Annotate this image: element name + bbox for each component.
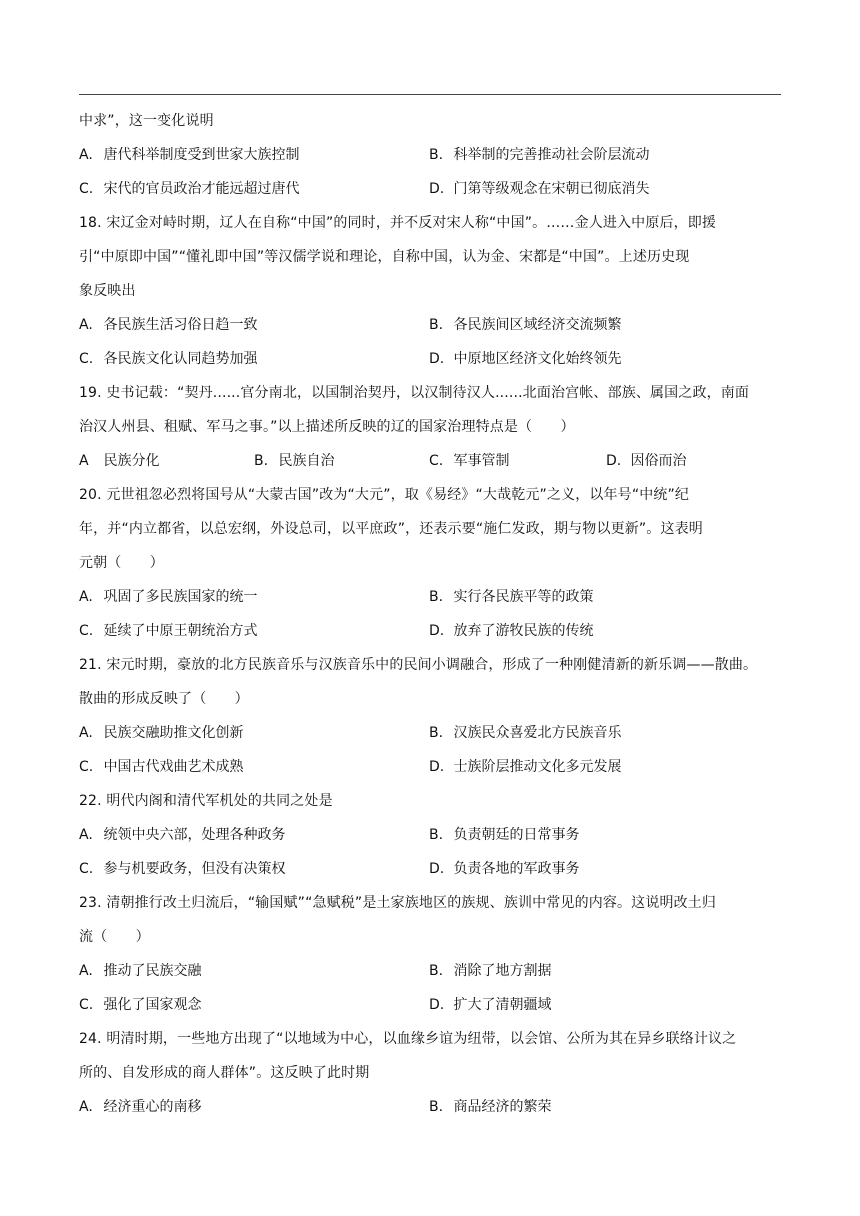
option-a[interactable] (79, 138, 299, 172)
question-text-line: 18. 宋辽金对峙时期，辽人在自称“中国”的同时，并不反对宋人称“中国”。……金人进入中原后，即援 (79, 215, 717, 231)
question-20 (79, 478, 781, 648)
option-text: 中国古代戏曲艺术成熟 (103, 759, 244, 775)
option-row (79, 818, 781, 852)
option-text: 科举制的完善推动社会阶层流动 (453, 147, 650, 163)
option-row (79, 716, 781, 750)
option-text: 负责各地的军政事务 (453, 861, 580, 877)
option-text: 门第等级观念在宋朝已彻底消失 (453, 181, 650, 197)
option-c[interactable] (429, 444, 509, 478)
option-label: A. (79, 725, 93, 741)
question-text-line: 引“中原即中国”“懂礼即中国”等汉儒学说和理论，自称中国，认为金、宋都是“中国”。上述历史现 (79, 249, 690, 265)
option-label: B. (429, 147, 444, 163)
option-label: D. (429, 861, 445, 877)
option-a[interactable] (79, 308, 257, 342)
option-a[interactable] (79, 716, 243, 750)
option-text: 中原地区经济文化始终领先 (453, 351, 622, 367)
option-text: 扩大了清朝疆域 (453, 997, 552, 1013)
option-d[interactable] (429, 852, 579, 886)
option-d[interactable] (429, 750, 621, 784)
option-label: C. (79, 351, 94, 367)
option-text: 强化了国家观念 (103, 997, 202, 1013)
option-label: D. (429, 623, 445, 639)
option-label: D. (429, 181, 445, 197)
option-a[interactable] (79, 954, 201, 988)
option-text: 军事管制 (453, 453, 510, 469)
option-row (79, 750, 781, 784)
option-c[interactable] (79, 750, 243, 784)
option-label: A. (79, 317, 93, 333)
option-b[interactable] (429, 138, 649, 172)
option-a[interactable] (79, 1090, 201, 1124)
option-row (79, 138, 781, 172)
option-text: 士族阶层推动文化多元发展 (453, 759, 622, 775)
option-row (79, 172, 781, 206)
question-text-line: 年，并“内立都省，以总宏纲，外设总司，以平庶政”，还表示要“施仁发政，期与物以更新”。这表明 (79, 521, 703, 537)
exam-content (79, 104, 781, 1124)
option-label: B. (429, 963, 444, 979)
option-label: D. (429, 759, 445, 775)
option-text: 各民族生活习俗日趋一致 (103, 317, 258, 333)
option-b[interactable] (429, 308, 621, 342)
option-text: 实行各民族平等的政策 (453, 589, 594, 605)
option-text: 汉族民众喜爱北方民族音乐 (453, 725, 622, 741)
option-row (79, 1090, 781, 1124)
option-label: B. (429, 589, 444, 605)
question-text-line: 治汉人州县、租赋、军马之事。”以上描述所反映的辽的国家治理特点是（ ） (79, 419, 575, 435)
option-label: B. (429, 1099, 444, 1115)
option-text: 民族自治 (278, 453, 335, 469)
option-text: 放弃了游牧民族的传统 (453, 623, 594, 639)
header-rule (79, 94, 781, 95)
option-text: 宋代的官员政治才能远超过唐代 (103, 181, 300, 197)
option-label: D. (429, 351, 445, 367)
option-row (79, 580, 781, 614)
option-label: C. (79, 623, 94, 639)
option-d[interactable] (429, 172, 649, 206)
option-text: 民族交融助推文化创新 (103, 725, 244, 741)
option-row (79, 852, 781, 886)
question-text-line: 象反映出 (79, 283, 136, 299)
option-d[interactable] (606, 444, 686, 478)
question-fragment-text: 中求”，这一变化说明 (79, 113, 214, 129)
option-row (79, 444, 781, 478)
option-text: 商品经济的繁荣 (453, 1099, 552, 1115)
option-text: 唐代科举制度受到世家大族控制 (103, 147, 300, 163)
option-label: D. (606, 453, 622, 469)
question-22 (79, 784, 781, 886)
option-a[interactable] (79, 580, 257, 614)
option-b[interactable] (429, 1090, 551, 1124)
option-d[interactable] (429, 342, 621, 376)
option-label: A. (79, 589, 93, 605)
option-c[interactable] (79, 852, 285, 886)
option-label: B. (429, 317, 444, 333)
option-b[interactable] (254, 444, 334, 478)
option-b[interactable] (429, 716, 621, 750)
option-label: C. (429, 453, 444, 469)
question-text-line: 19. 史书记载：“契丹......官分南北，以国制治契丹，以汉制待汉人......北面治宫帐、部族、属国之政，南面 (79, 385, 750, 401)
question-text-line: 元朝（ ） (79, 555, 164, 571)
question-text-line: 散曲的形成反映了（ ） (79, 691, 249, 707)
option-d[interactable] (429, 988, 551, 1022)
option-label: A. (79, 963, 93, 979)
option-text: 经济重心的南移 (103, 1099, 202, 1115)
option-row (79, 614, 781, 648)
question-19 (79, 376, 781, 478)
option-label: C. (79, 997, 94, 1013)
option-label: A (79, 453, 89, 469)
option-text: 统领中央六部，处理各种政务 (103, 827, 286, 843)
option-text: 延续了中原王朝统治方式 (103, 623, 258, 639)
option-d[interactable] (429, 614, 593, 648)
question-24 (79, 1022, 781, 1124)
option-text: 参与机要政务，但没有决策权 (103, 861, 286, 877)
option-row (79, 308, 781, 342)
option-row (79, 988, 781, 1022)
option-label: A. (79, 147, 93, 163)
option-text: 负责朝廷的日常事务 (453, 827, 580, 843)
option-row (79, 954, 781, 988)
option-label: B. (429, 725, 444, 741)
option-label: D. (429, 997, 445, 1013)
question-text-line: 所的、自发形成的商人群体”。这反映了此时期 (79, 1065, 370, 1081)
option-row (79, 342, 781, 376)
option-label: A. (79, 827, 93, 843)
question-text-line: 23. 清朝推行改土归流后，“输国赋”“急赋税”是土家族地区的族规、族训中常见的内容。这说明改土归 (79, 895, 717, 911)
question-23 (79, 886, 781, 1022)
option-label: C. (79, 861, 94, 877)
option-c[interactable] (79, 988, 201, 1022)
option-label: C. (79, 181, 94, 197)
question-text-line: 22. 明代内阁和清代军机处的共同之处是 (79, 793, 333, 809)
option-text: 推动了民族交融 (103, 963, 202, 979)
option-text: 各民族间区域经济交流频繁 (453, 317, 622, 333)
option-text: 巩固了多民族国家的统一 (103, 589, 258, 605)
option-c[interactable] (79, 614, 257, 648)
option-c[interactable] (79, 342, 257, 376)
question-text-line: 24. 明清时期，一些地方出现了“以地域为中心，以血缘乡谊为纽带，以会馆、公所为其在异乡联络计议之 (79, 1031, 737, 1047)
option-text: 消除了地方割据 (453, 963, 552, 979)
option-b[interactable] (429, 954, 551, 988)
option-a[interactable] (79, 818, 285, 852)
question-text-line: 流（ ） (79, 929, 150, 945)
option-label: A. (79, 1099, 93, 1115)
option-text: 因俗而治 (630, 453, 687, 469)
option-label: C. (79, 759, 94, 775)
option-c[interactable] (79, 172, 299, 206)
question-text-line: 21. 宋元时期，豪放的北方民族音乐与汉族音乐中的民间小调融合，形成了一种刚健清新的新乐调——散曲。 (79, 657, 758, 673)
question-21 (79, 648, 781, 784)
option-label: B. (429, 827, 444, 843)
option-b[interactable] (429, 580, 593, 614)
option-a[interactable] (79, 444, 159, 478)
option-b[interactable] (429, 818, 579, 852)
option-label: B. (254, 453, 269, 469)
question-18 (79, 206, 781, 376)
option-text: 民族分化 (103, 453, 160, 469)
question-text-line: 20. 元世祖忽必烈将国号从“大蒙古国”改为“大元”，取《易经》“大哉乾元”之义，以年号“中统”纪 (79, 487, 690, 503)
option-text: 各民族文化认同趋势加强 (103, 351, 258, 367)
